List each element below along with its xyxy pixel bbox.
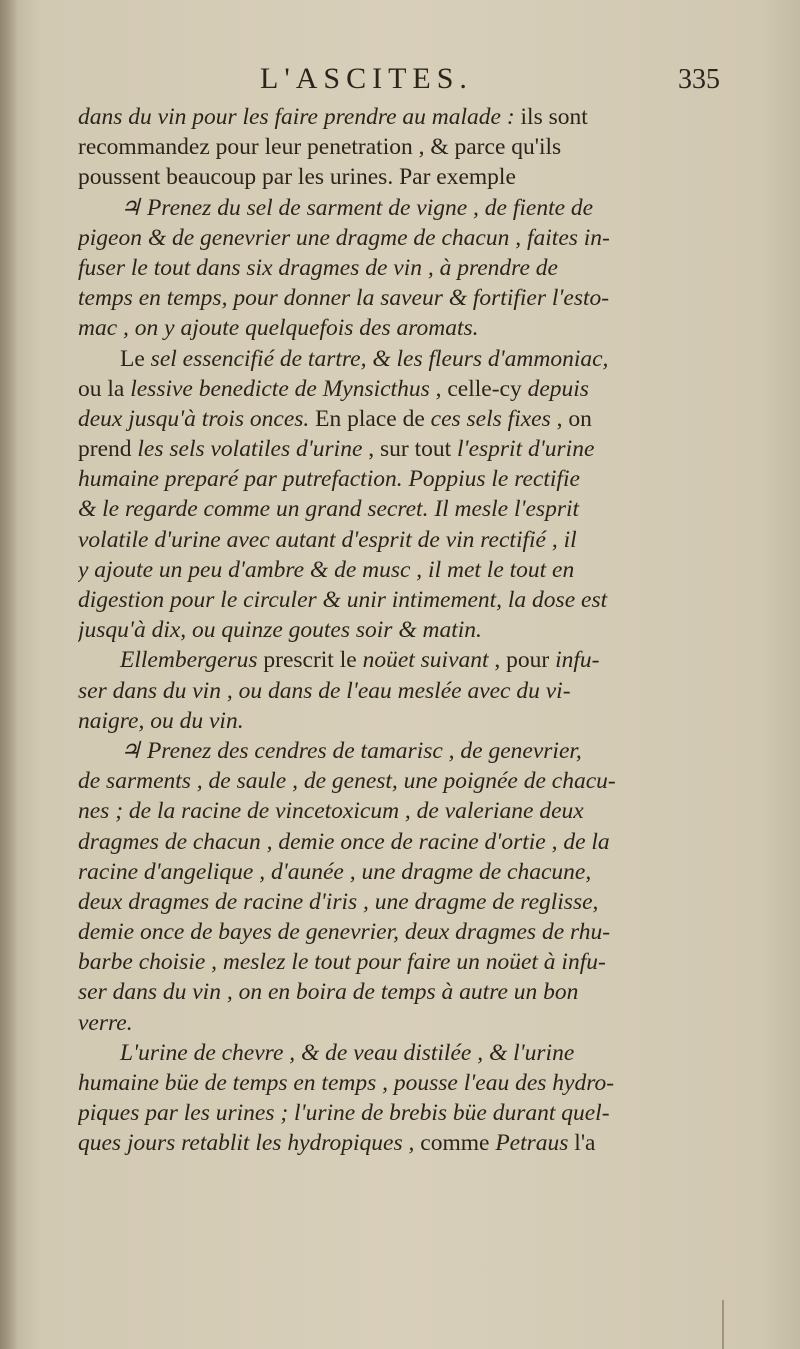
text-line — [78, 736, 688, 766]
text-line — [78, 162, 688, 192]
italic-text: digestion pour le circuler & unir intimement, la dose est — [78, 587, 608, 613]
text-line — [78, 193, 688, 223]
text-line — [78, 494, 688, 524]
text-line — [78, 525, 688, 555]
italic-text: verre. — [78, 1009, 133, 1036]
text-line — [78, 253, 688, 283]
roman-text: l'a — [568, 1130, 596, 1157]
text-line — [78, 283, 688, 313]
running-title: L'ASCITES. — [260, 62, 473, 95]
italic-text: ♃ Prenez du sel de sarment de vigne , de fiente de — [120, 194, 594, 221]
italic-text: volatile d'urine avec autant d'esprit de vin rectifié , il — [78, 526, 577, 553]
page-header — [80, 62, 720, 102]
text-line — [78, 977, 688, 1007]
roman-text: recommandez pour leur penetration , & parce qu'ils — [78, 134, 562, 161]
text-line — [78, 766, 688, 796]
roman-text: comme — [420, 1130, 496, 1157]
text-line — [78, 313, 688, 343]
text-line — [78, 615, 688, 645]
italic-text: pigeon & de genevrier une dragme de chacun , faites in- — [78, 224, 610, 251]
italic-text: lessive benedicte de Mynsicthus — [130, 375, 430, 402]
text-line — [78, 857, 688, 887]
italic-text: dans du vin pour les faire prendre au malade : — [78, 104, 521, 130]
text-line — [78, 1038, 688, 1068]
page-edge-mark — [722, 1300, 724, 1349]
italic-text: dragmes de chacun , demie once de racine d'ortie , de la — [78, 828, 610, 855]
italic-text: fuser le tout dans six dragmes de vin , à prendre de — [78, 254, 558, 281]
roman-text: ils sont — [520, 104, 588, 130]
italic-text: ser dans du vin , ou dans de l'eau meslée avec du vi- — [78, 677, 571, 704]
italic-text: sel essencifié de tartre, & les fleurs d'ammoniac, — [150, 345, 609, 372]
italic-text: ces sels fixes — [430, 405, 551, 432]
italic-text: Petraus — [495, 1130, 569, 1157]
italic-text: ♃ Prenez des cendres de tamarisc , de genevrier, — [120, 737, 582, 764]
text-line — [78, 947, 688, 977]
roman-text: En place de — [315, 405, 431, 432]
roman-text: , pour — [488, 647, 556, 674]
italic-text: humaine preparé par putrefaction. Poppius le rectifie — [78, 466, 580, 493]
roman-text: Le — [120, 345, 151, 372]
italic-text: y ajoute un peu d'ambre & de musc , il met le tout en — [78, 556, 575, 583]
roman-text: , sur tout — [362, 436, 458, 463]
italic-text: naigre, ou du vin. — [78, 707, 244, 734]
italic-text: racine d'angelique , d'aunée , une dragme de chacune, — [78, 858, 592, 885]
body-text — [78, 102, 688, 1159]
text-line — [78, 676, 688, 706]
italic-text: jusqu'à dix, ou quinze goutes soir & matin. — [78, 617, 482, 644]
text-line — [78, 585, 688, 615]
roman-text: poussent beaucoup par les urines. Par exemple — [78, 164, 516, 191]
text-line — [78, 796, 688, 826]
italic-text: L'urine de chevre , & de veau distilée , & l'urine — [120, 1039, 575, 1066]
italic-text: l'esprit d'urine — [457, 436, 595, 463]
italic-text: infu- — [555, 647, 600, 674]
italic-text: noüet suivant — [362, 647, 489, 674]
text-line — [78, 827, 688, 857]
roman-text: prescrit le — [263, 647, 363, 674]
text-line — [78, 1098, 688, 1128]
text-line — [78, 917, 688, 947]
text-line — [78, 223, 688, 253]
text-line — [78, 555, 688, 585]
italic-text: deux jusqu'à trois onces. — [78, 405, 316, 432]
roman-text: ou la — [78, 375, 131, 402]
italic-text: & le regarde comme un grand secret. Il mesle l'esprit — [78, 496, 580, 523]
italic-text: humaine büe de temps en temps , pousse l'eau des hydro- — [78, 1070, 615, 1096]
page-number: 335 — [678, 64, 720, 95]
text-line — [78, 1128, 688, 1158]
text-line — [78, 887, 688, 917]
italic-text: nes ; de la racine de vincetoxicum , de valeriane deux — [78, 798, 584, 825]
text-line — [78, 102, 688, 132]
italic-text: demie once de bayes de genevrier, deux dragmes de rhu- — [78, 919, 611, 946]
italic-text: piques par les urines ; l'urine de brebis büe durant quel- — [78, 1100, 610, 1127]
italic-text: depuis — [527, 375, 589, 402]
italic-text: Ellembergerus — [120, 647, 264, 674]
text-line — [78, 645, 688, 675]
italic-text: barbe choisie , meslez le tout pour faire un noüet à infu- — [78, 949, 606, 976]
roman-text: , celle-cy — [429, 375, 528, 402]
italic-text: les sels volatiles d'urine — [137, 436, 363, 463]
text-line — [78, 404, 688, 434]
text-line — [78, 1068, 688, 1098]
text-line — [78, 464, 688, 494]
roman-text: , on — [550, 405, 592, 432]
text-line — [78, 132, 688, 162]
italic-text: temps en temps, pour donner la saveur & fortifier l'esto- — [78, 285, 610, 312]
italic-text: ser dans du vin , on en boira de temps à autre un bon — [78, 979, 579, 1006]
italic-text: mac , on y ajoute quelquefois des aromats. — [78, 315, 479, 342]
text-line — [78, 374, 688, 404]
italic-text: de sarments , de saule , de genest, une poignée de chacu- — [78, 768, 616, 795]
text-line — [78, 344, 688, 374]
text-line — [78, 706, 688, 736]
text-line — [78, 1008, 688, 1038]
text-line — [78, 434, 688, 464]
roman-text: prend — [78, 436, 138, 463]
binding-shadow — [0, 0, 18, 1349]
italic-text: ques jours retablit les hydropiques , — [78, 1130, 421, 1157]
italic-text: deux dragmes de racine d'iris , une dragme de reglisse, — [78, 888, 599, 915]
